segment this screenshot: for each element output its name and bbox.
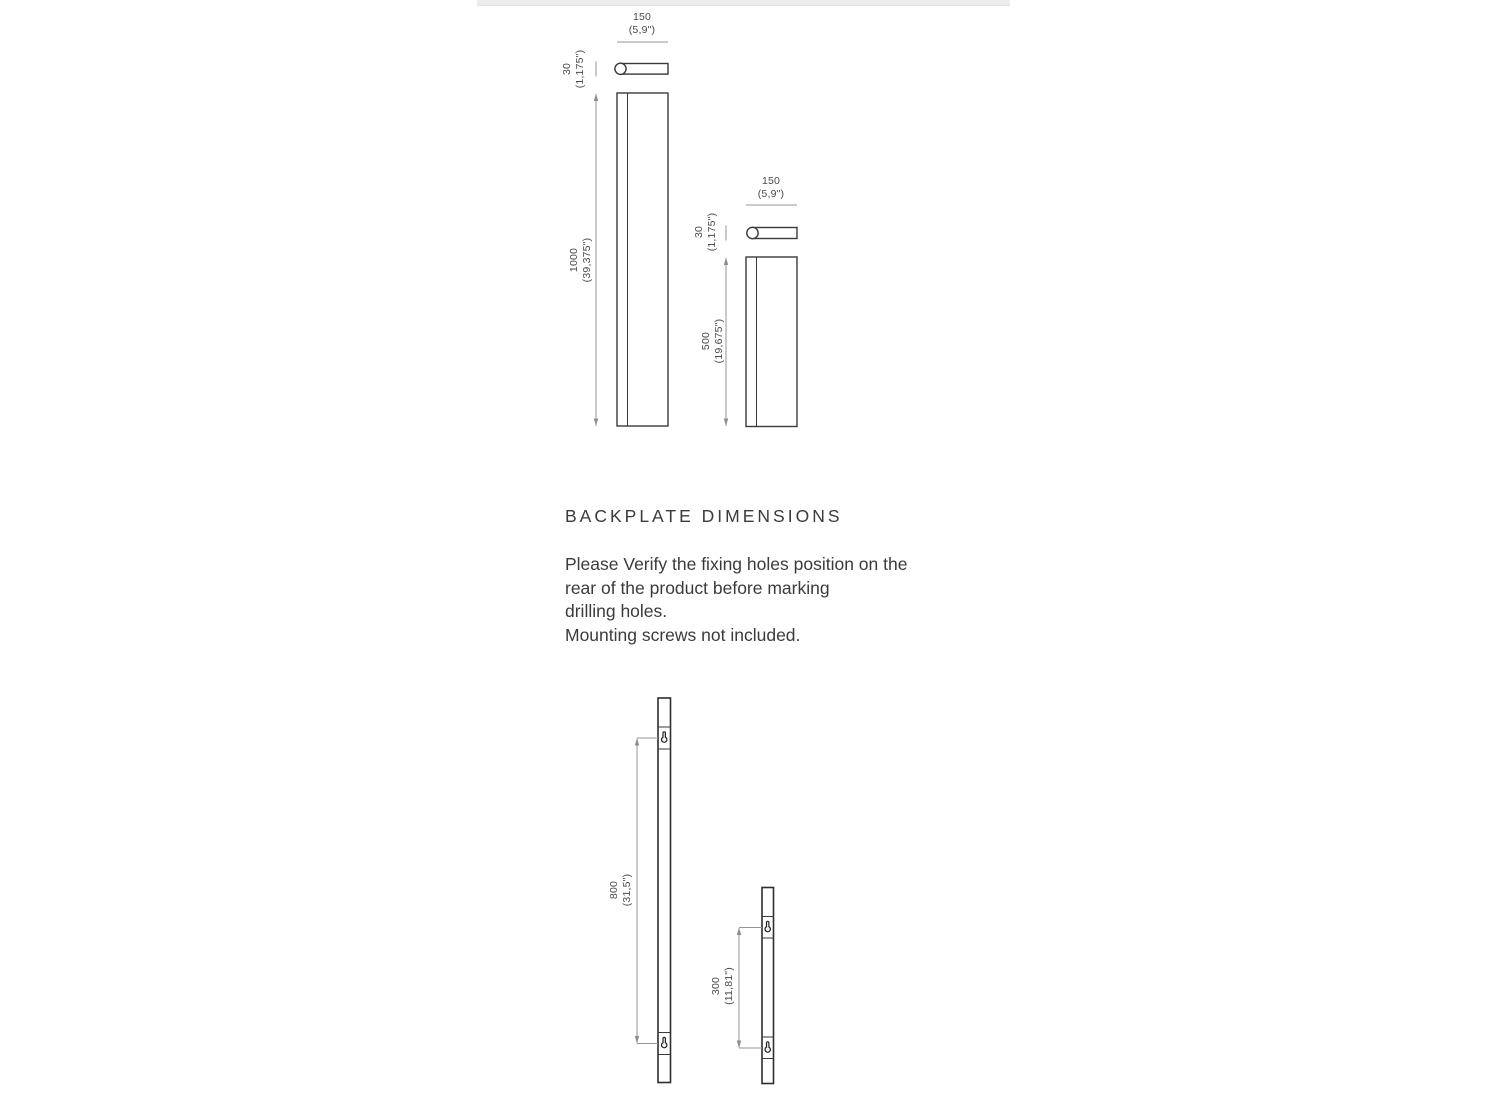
dim-line-spacing-300 — [737, 928, 762, 1049]
dim-line-spacing-800 — [635, 738, 658, 1044]
backplate-dimensions-heading: BACKPLATE DIMENSIONS — [565, 506, 843, 526]
drawing-500mm-model — [724, 205, 797, 427]
label-width-500 — [758, 175, 785, 201]
mounting-note — [565, 553, 907, 647]
height-mm-value: 500 — [700, 331, 712, 351]
label-depth-1000 — [561, 50, 587, 89]
height-inch-value: (19,675") — [713, 318, 725, 364]
backplate-300mm — [737, 888, 774, 1084]
depth-mm-value: 30 — [693, 225, 705, 239]
width-inch-value: (5,9") — [628, 24, 656, 36]
width-mm-value: 150 — [761, 175, 781, 187]
label-spacing-300 — [710, 967, 736, 1005]
height-inch-value: (39,375") — [581, 237, 593, 283]
label-height-500 — [700, 319, 726, 364]
dim-line-height-1000 — [594, 94, 598, 427]
label-height-1000 — [568, 238, 594, 283]
backplate-800mm — [635, 698, 671, 1083]
depth-inch-value: (1,175") — [706, 212, 718, 252]
note-line: drilling holes. — [565, 601, 668, 621]
label-depth-500 — [693, 213, 719, 252]
label-width-1000 — [629, 11, 656, 37]
spacing-mm-value: 800 — [608, 880, 620, 900]
spacing-inch-value: (11,81") — [723, 967, 735, 1005]
depth-mm-value: 30 — [561, 62, 573, 76]
width-mm-value: 150 — [632, 11, 652, 23]
note-line: Mounting screws not included. — [565, 624, 801, 645]
width-inch-value: (5,9") — [757, 188, 785, 200]
front-view-500 — [746, 257, 797, 427]
drawing-1000mm-model — [594, 42, 668, 426]
spacing-inch-value: (31,5") — [621, 873, 633, 907]
depth-inch-value: (1,175") — [574, 49, 586, 89]
height-mm-value: 1000 — [568, 247, 580, 273]
front-view-1000 — [617, 93, 668, 426]
label-spacing-800 — [608, 874, 634, 907]
top-view-1000 — [615, 63, 668, 74]
note-line: rear of the product before marking — [565, 577, 830, 598]
top-view-500 — [747, 227, 797, 238]
note-line: Please Verify the fixing holes position on the — [565, 554, 908, 574]
spacing-mm-value: 300 — [710, 976, 722, 996]
